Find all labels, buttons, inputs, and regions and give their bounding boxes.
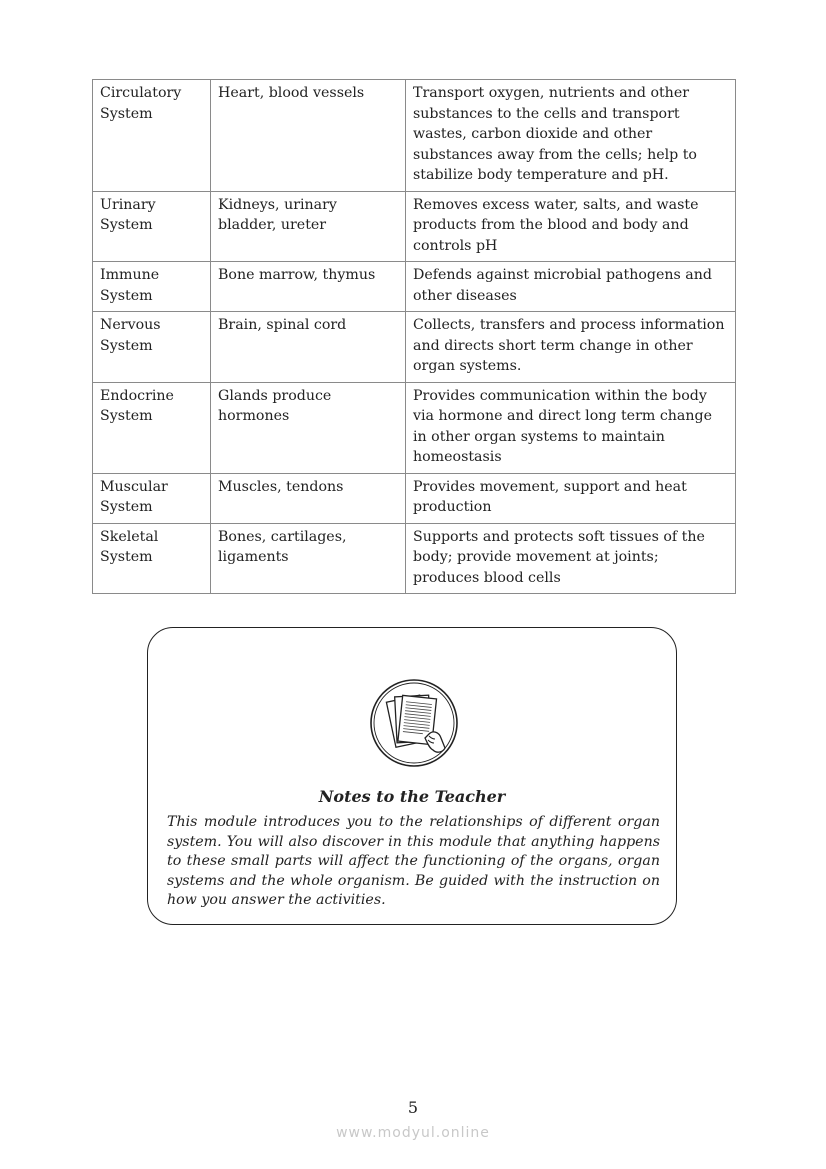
organs-cell: Brain, spinal cord [211,312,406,383]
table-row [93,262,736,312]
organs-cell: Kidneys, urinary bladder, ureter [211,191,406,262]
system-cell: Endocrine System [93,382,211,473]
organs-cell: Muscles, tendons [211,473,406,523]
notes-body: This module introduces you to the relationships of different organ system. You will also discover in this module that anything happens to these small parts will affect the functioning of the organs, organ systems and the whole organism. Be guided with the instruction on how you answer the activities. [167,814,660,908]
table-row [93,312,736,383]
table-row [93,80,736,192]
table-row [93,473,736,523]
function-cell: Provides communication within the body via hormone and direct long term change in other organ systems to maintain homeostasis [406,382,736,473]
table-row [93,382,736,473]
system-cell: Urinary System [93,191,211,262]
organs-cell: Bones, cartilages, ligaments [211,523,406,594]
notes-title: Notes to the Teacher [318,787,506,806]
system-cell: Circulatory System [93,80,211,192]
system-cell: Immune System [93,262,211,312]
papers-in-hand-icon [369,678,459,768]
notes-to-teacher-box [147,627,677,925]
organs-cell: Glands produce hormones [211,382,406,473]
function-cell: Removes excess water, salts, and waste products from the blood and body and controls pH [406,191,736,262]
page-number: 5 [407,1098,419,1117]
function-cell: Collects, transfers and process information and directs short term change in other organ systems. [406,312,736,383]
function-cell: Provides movement, support and heat production [406,473,736,523]
function-cell: Transport oxygen, nutrients and other substances to the cells and transport wastes, carbon dioxide and other substances away from the cells; help to stabilize body temperature and pH. [406,80,736,192]
organs-cell: Bone marrow, thymus [211,262,406,312]
system-cell: Skeletal System [93,523,211,594]
system-cell: Muscular System [93,473,211,523]
watermark-text: www.modyul.online [336,1125,490,1141]
function-cell: Supports and protects soft tissues of the body; provide movement at joints; produces blood cells [406,523,736,594]
table-row [93,191,736,262]
table-row [93,523,736,594]
system-cell: Nervous System [93,312,211,383]
function-cell: Defends against microbial pathogens and other diseases [406,262,736,312]
organ-system-table [92,79,736,594]
organs-cell: Heart, blood vessels [211,80,406,192]
